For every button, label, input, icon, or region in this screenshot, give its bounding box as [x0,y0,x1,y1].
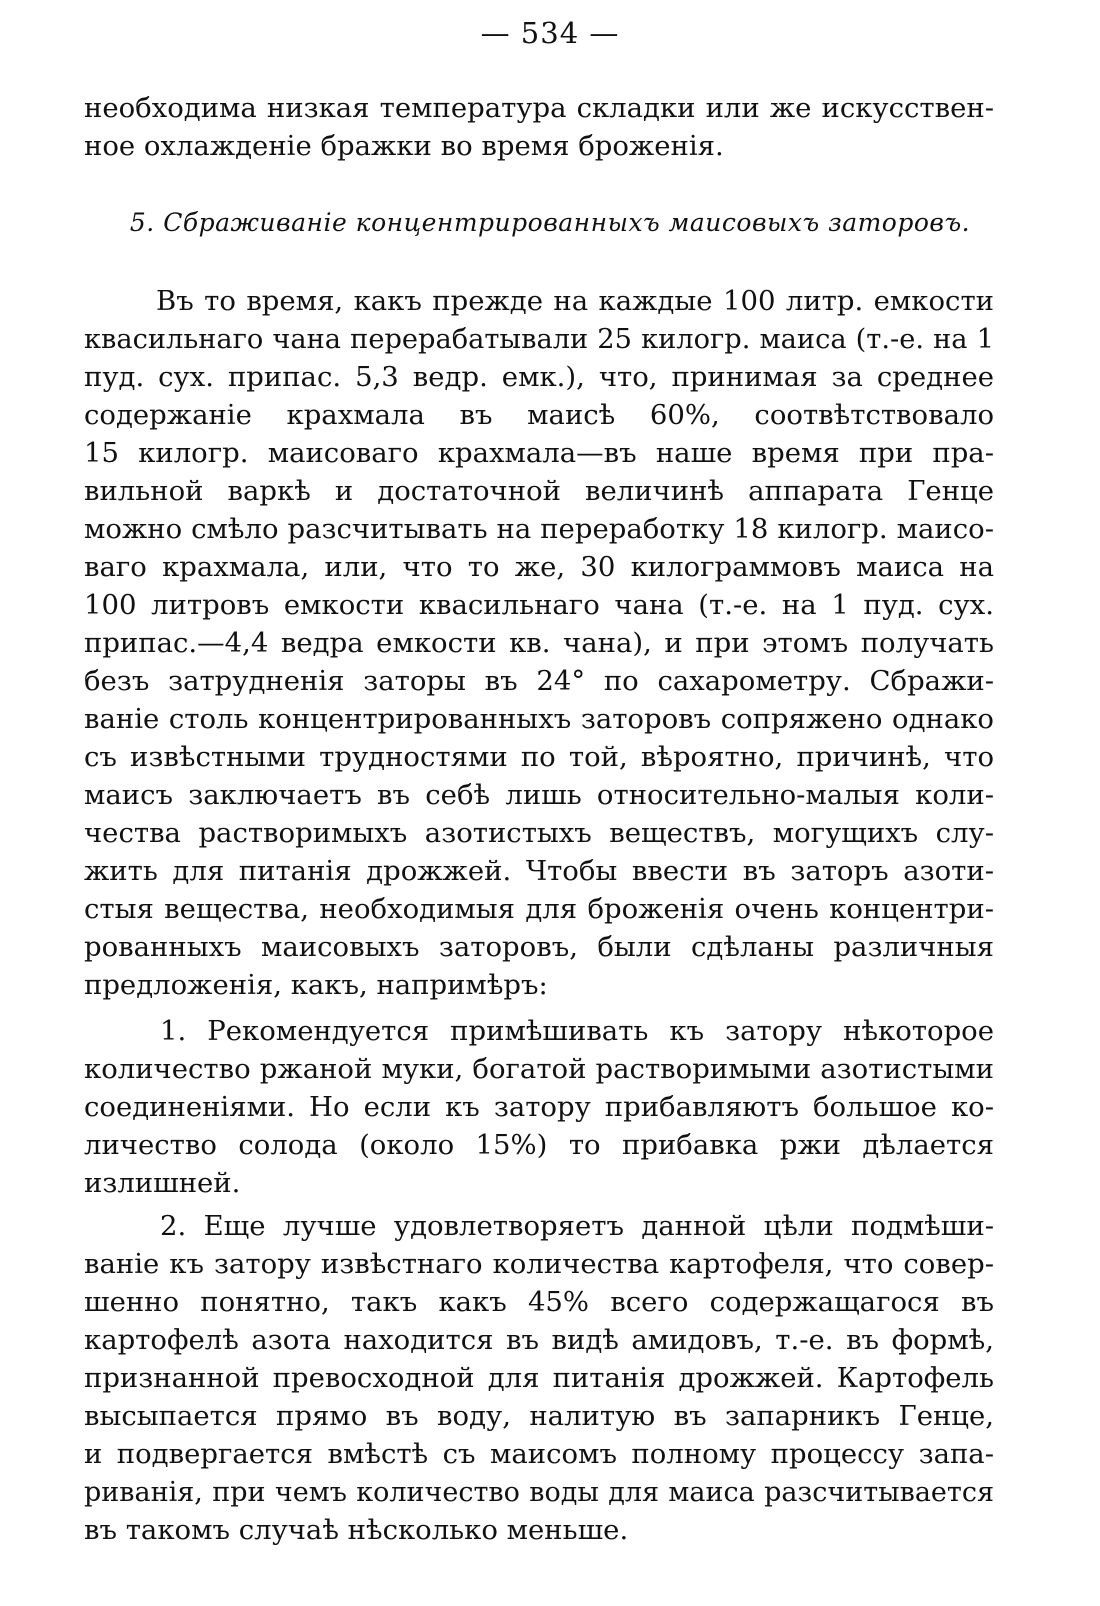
text-line: 100 литровъ емкости квасильнаго чана (т.-е. на 1 пуд. сух. [84,589,994,621]
text-line: необходима низкая температура складки или же искусствен- [84,92,994,124]
text-line: чества растворимыхъ азотистыхъ веществъ, могущихъ слу- [84,817,994,849]
text-line: ваніе столь концентрированныхъ заторовъ сопряжено однако [84,703,994,735]
text-line: предложенія, какъ, напримѣръ: [84,969,548,1001]
text-line: маисъ заключаетъ въ себѣ лишь относительно-малыя коли- [84,779,994,811]
text-line: безъ затрудненія заторы въ 24° по сахарометру. Сбражи- [84,665,994,697]
section-heading: 5. Сбраживаніе концентрированныхъ маисовыхъ заторовъ. [129,208,971,237]
text-line: высыпается прямо въ воду, налитую въ запарникъ Генце, [84,1400,994,1432]
text-line: ваніе къ затору извѣстнаго количества картофеля, что совер- [84,1248,994,1280]
text-line: признанной превосходной для питанія дрожжей. Картофель [84,1362,994,1394]
text-line: 15 килогр. маисоваго крахмала—въ наше время при пра- [84,437,994,469]
text-line: 1. Рекомендуется примѣшивать къ затору нѣкоторое [160,1015,994,1047]
text-line: можно смѣло разсчитывать на переработку 18 килогр. маисо- [84,513,994,545]
text-line: припас.—4,4 ведра емкости кв. чана), и при этомъ получать [84,627,994,659]
text-line: вильной варкѣ и достаточной величинѣ аппарата Генце [84,475,994,507]
text-line: пуд. сух. припас. 5,3 ведр. емк.), что, принимая за среднее [84,361,994,393]
text-line: риванія, при чемъ количество воды для маиса разсчитывается [84,1477,994,1508]
text-line: рованныхъ маисовыхъ заторовъ, были сдѣланы различныя [84,931,994,963]
text-line: и подвергается вмѣстѣ съ маисомъ полному процессу запа- [84,1438,994,1470]
text-line: въ такомъ случаѣ нѣсколько меньше. [84,1514,629,1546]
text-line: соединеніями. Но если къ затору прибавляютъ большое ко- [84,1091,994,1123]
page-number: — 534 — [480,16,620,50]
text-line: Въ то время, какъ прежде на каждые 100 литр. емкости [156,285,994,317]
text-line: личество солода (около 15%) то прибавка ржи дѣлается [84,1129,994,1161]
text-line: жить для питанія дрожжей. Чтобы ввести въ заторъ азоти- [84,855,994,887]
text-line: ное охлажденіе бражки во время броженія. [84,130,724,162]
text-line: 2. Еще лучше удовлетворяетъ данной цѣли подмѣши- [160,1210,994,1242]
text-line: стыя вещества, необходимыя для броженія очень концентри- [84,893,994,925]
text-line: шенно понятно, такъ какъ 45% всего содержащагося въ [84,1286,994,1318]
text-line: съ извѣстными трудностями по той, вѣроятно, причинѣ, что [84,741,994,773]
text-line: ваго крахмала, или, что то же, 30 килограммовъ маиса на [84,551,994,583]
text-line: картофелѣ азота находится въ видѣ амидовъ, т.-е. въ формѣ, [84,1324,994,1356]
text-line: количество ржаной муки, богатой растворимыми азотистыми [84,1053,994,1085]
text-line: содержаніе крахмала въ маисѣ 60%, соотвѣтствовало [84,399,994,431]
text-line: квасильнаго чана перерабатывали 25 килогр. маиса (т.-е. на 1 [84,324,994,355]
text-line: излишней. [84,1167,241,1199]
